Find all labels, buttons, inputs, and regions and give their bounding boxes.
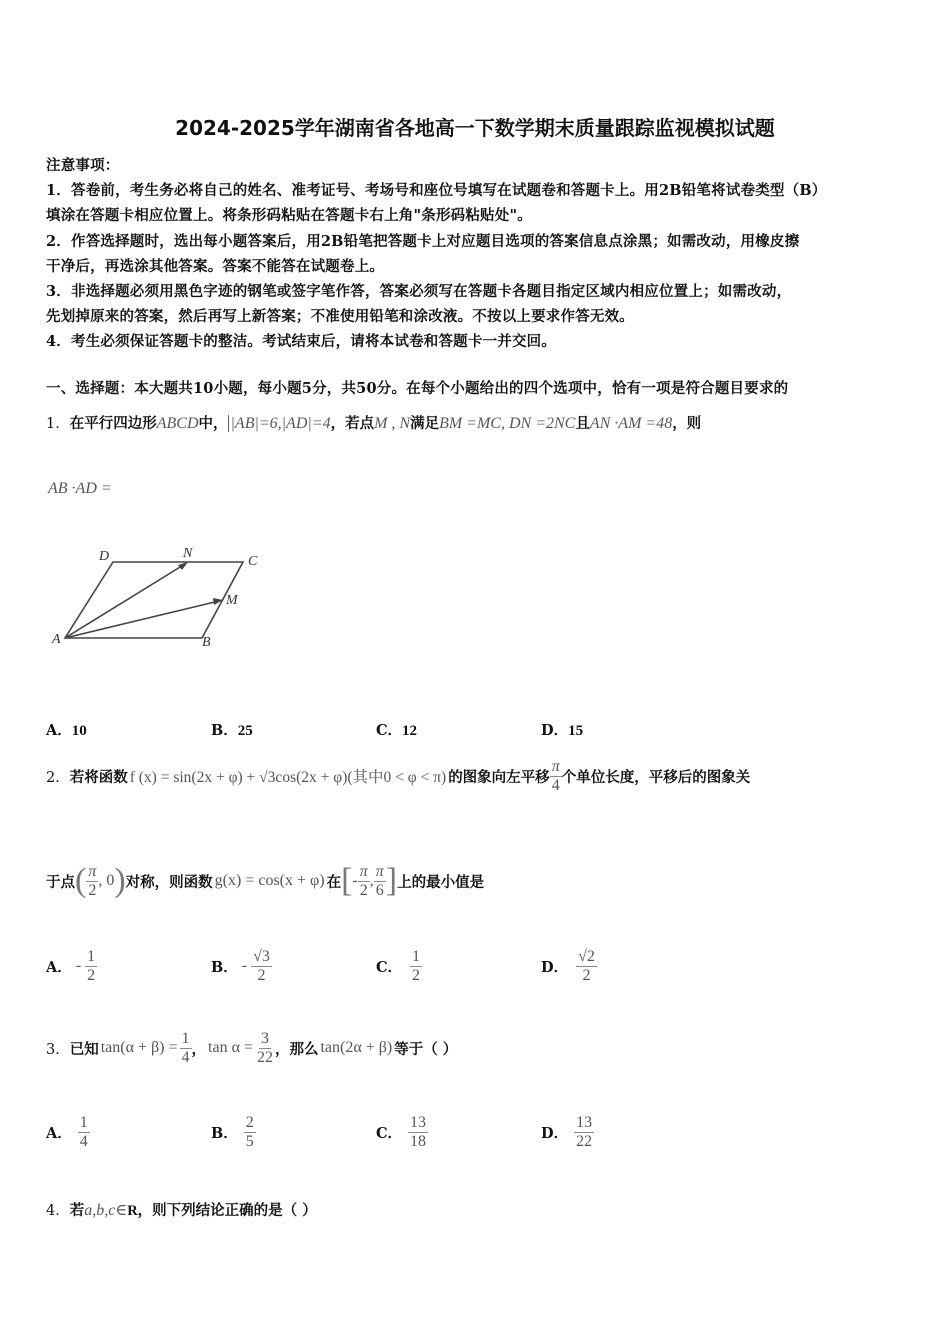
q-text: 在	[326, 873, 342, 891]
minus-sign: -	[352, 872, 358, 889]
q3-fraction-2: $\frac{3}{22}$	[256, 1030, 273, 1066]
shift-fraction: $\frac{\pi}{4}$	[551, 758, 560, 794]
q2-option-b[interactable]	[211, 948, 272, 984]
option-label: A．	[46, 722, 72, 739]
notice-line: 4．考生必须保证答题卡的整洁。考试结束后，请将本试卷和答题卡一并交回。	[46, 333, 557, 350]
notice-line: 3．非选择题必须用黑色字迹的钢笔或签字笔作答，答案必须写在答题卡各题目指定区域内相应位置上；如需改动，	[46, 283, 792, 300]
option-fraction: $\frac{2}{5}$	[245, 1114, 254, 1150]
q-math: g(x) = cos(x + φ)	[214, 872, 325, 889]
notice-line: 干净后，再选涂其他答案。答案不能答在试题卷上。	[46, 258, 385, 275]
option-fraction: $\frac{13}{18}$	[410, 1114, 427, 1150]
notice-line: 2．作答选择题时，选出每小题答案后，用2B铅笔把答题卡上对应题目选项的答案信息点涂黑；如需改动，用橡皮擦	[46, 233, 800, 250]
q3-option-d[interactable]	[541, 1114, 594, 1150]
option-label: D．	[541, 722, 569, 739]
option-fraction: $\frac{1}{2}$	[412, 948, 421, 984]
question-1	[46, 412, 701, 433]
option-fraction: $\frac{1}{2}$	[87, 948, 96, 984]
option-sign: -	[75, 957, 82, 975]
arrowhead-n	[178, 562, 188, 570]
q-math: , 0	[98, 872, 115, 889]
q-text: 于点	[46, 873, 75, 891]
label-n: N	[183, 546, 193, 561]
option-value: 15	[568, 723, 584, 739]
bracket-open: [	[341, 862, 353, 899]
q-math: M , N	[374, 415, 411, 432]
vector-an	[65, 564, 185, 638]
q-text: 已知	[69, 1040, 99, 1058]
q-math: |AB|=6,|AD|=4	[228, 415, 331, 432]
option-label: B．	[211, 958, 238, 976]
question-2-cont	[46, 862, 484, 900]
paren-open: (	[75, 862, 87, 899]
q-text: ，那么	[274, 1040, 319, 1058]
q-text: ，则下列结论正确的是（ ）	[137, 1202, 317, 1219]
question-4	[46, 1199, 317, 1220]
q-text: 满足	[410, 415, 440, 432]
question-number: 4．	[46, 1203, 70, 1219]
interval-a-fraction: $\frac{\pi}{2}$	[359, 862, 368, 899]
q-text: 个单位长度，平移后的图象关	[561, 768, 751, 786]
option-value: 10	[71, 723, 87, 739]
notice-line: 填涂在答题卡相应位置上。将条形码粘贴在答题卡右上角"条形码粘贴处"。	[46, 207, 532, 224]
bracket-close: ]	[385, 862, 398, 899]
question-3	[46, 1030, 457, 1066]
q3-option-b[interactable]	[211, 1114, 256, 1150]
option-label: A．	[46, 958, 72, 976]
q2-option-d[interactable]	[541, 948, 597, 984]
option-label: A．	[46, 1124, 72, 1142]
q-text: 中，	[198, 415, 228, 432]
question-number: 3．	[46, 1041, 70, 1058]
q-text: 且	[575, 415, 590, 432]
point-fraction: $\frac{\pi}{2}$	[88, 862, 97, 899]
q-math: tan α =	[208, 1039, 253, 1057]
section-heading: 一、选择题：本大题共10小题，每小题5分，共50分。在每个小题给出的四个选项中，恰有一项是符合题目要求的	[46, 380, 789, 397]
q-text: ，	[191, 1040, 207, 1058]
paren-close: )	[114, 862, 126, 899]
option-sign: -	[241, 957, 248, 975]
comma: ,	[369, 872, 374, 889]
q3-option-c[interactable]	[376, 1114, 428, 1150]
label-a: A	[52, 632, 61, 647]
q-math-set: R	[127, 1203, 138, 1219]
label-d: D	[99, 549, 110, 564]
q-text: 在平行四边形	[69, 415, 157, 432]
q-text: ，若点	[330, 415, 375, 432]
q-text: 对称，则函数	[125, 873, 213, 891]
option-fraction: $\frac{13}{22}$	[576, 1114, 593, 1150]
q2-option-a[interactable]	[46, 948, 97, 984]
q-math: AN ·AM =48	[589, 415, 673, 432]
question-number: 2．	[46, 769, 70, 786]
q1-option-d[interactable]	[541, 719, 583, 740]
option-label: B．	[211, 1124, 238, 1142]
option-label: C．	[376, 958, 403, 976]
option-fraction: $\frac{√2}{2}$	[578, 948, 595, 984]
q-math: tan(2α + β)	[320, 1039, 393, 1057]
q-math: f (x) = sin(2x + φ) + √3cos(2x + φ)(其中0 < φ < π)	[129, 769, 447, 787]
option-value: 12	[402, 723, 418, 739]
q-text: 等于（ ）	[394, 1040, 458, 1058]
option-value: 25	[237, 723, 253, 739]
q3-option-a[interactable]	[46, 1114, 90, 1150]
q-text: 若将函数	[69, 768, 128, 786]
parallelogram-figure	[40, 540, 270, 655]
notice-line: 1．答卷前，考生务必将自己的姓名、准考证号、考场号和座位号填写在试题卷和答题卡上。用2B铅笔将试卷类型（B）	[46, 182, 827, 199]
q-text: ，则	[672, 415, 702, 432]
q1-dot-product: AB ·AD =	[48, 480, 112, 497]
q-text: 若	[69, 1202, 85, 1219]
q1-option-c[interactable]	[376, 719, 417, 740]
q2-option-c[interactable]	[376, 948, 422, 984]
q3-fraction-1: $\frac{1}{4}$	[181, 1030, 190, 1066]
option-fraction: $\frac{1}{4}$	[79, 1114, 88, 1150]
option-fraction: $\frac{√3}{2}$	[253, 948, 270, 984]
option-label: C．	[376, 722, 403, 739]
interval-b-fraction: $\frac{\pi}{6}$	[375, 862, 384, 899]
question-number: 1．	[46, 416, 70, 432]
q-text: 的图象向左平移	[448, 768, 550, 786]
q1-option-a[interactable]	[46, 719, 87, 740]
q-text: 上的最小值是	[397, 873, 485, 891]
label-c: C	[248, 554, 258, 569]
option-label: D．	[541, 958, 569, 976]
label-m: M	[226, 593, 238, 608]
q1-option-b[interactable]	[211, 719, 253, 740]
q-math: tan(α + β) =	[100, 1039, 178, 1057]
q-math: a,b,c∈	[84, 1202, 128, 1219]
option-label: D．	[541, 1124, 569, 1142]
notice-heading: 注意事项：	[46, 157, 120, 174]
page-title: 2024-2025学年湖南省各地高一下数学期末质量跟踪监视模拟试题	[175, 116, 775, 140]
question-2	[46, 758, 750, 794]
q-math: BM =MC, DN =2NC	[439, 415, 576, 432]
vector-am	[65, 601, 219, 638]
option-label: B．	[211, 722, 238, 739]
q-math: ABCD	[156, 415, 199, 432]
label-b: B	[202, 635, 211, 650]
notice-line: 先划掉原来的答案，然后再写上新答案；不准使用铅笔和涂改液。不按以上要求作答无效。	[46, 308, 634, 325]
option-label: C．	[376, 1124, 403, 1142]
